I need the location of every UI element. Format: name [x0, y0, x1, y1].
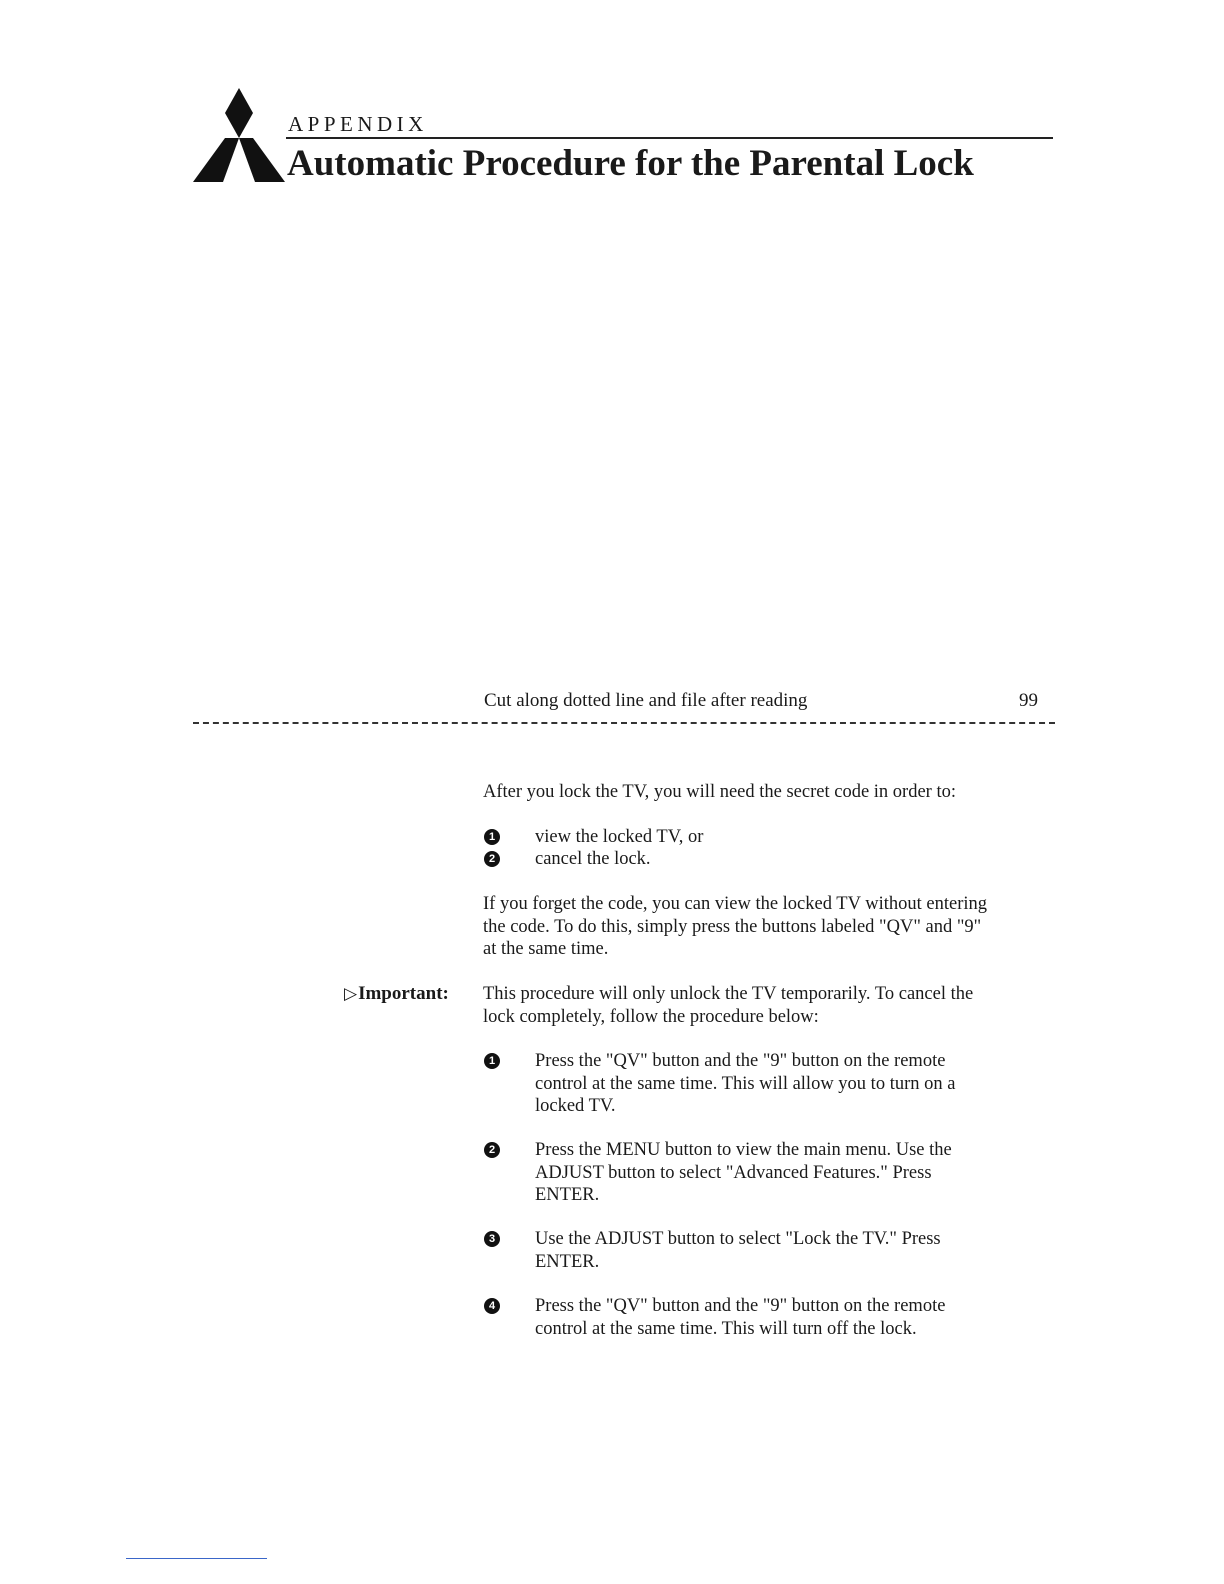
step-line: control at the same time. This will allow you to turn on a	[535, 1073, 956, 1094]
section-label: APPENDIX	[288, 112, 428, 136]
number-2-icon: 2	[484, 851, 500, 867]
important-label	[344, 983, 449, 1005]
important-paragraph	[483, 983, 1063, 1028]
paragraph-line: This procedure will only unlock the TV temporarily. To cancel the	[483, 984, 974, 1004]
step-4-text	[535, 1295, 1035, 1340]
footer-rule	[126, 1558, 267, 1559]
step-line: locked TV.	[535, 1096, 616, 1116]
step-2-number-icon: 2	[484, 1142, 500, 1158]
page-number: 99	[1019, 690, 1038, 711]
brand-logo-icon	[193, 88, 285, 182]
step-2-text	[535, 1139, 1035, 1207]
need-item: cancel the lock.	[535, 849, 651, 869]
triangle-pointer-icon: ▷	[344, 984, 358, 1003]
number-1-icon: 1	[484, 829, 500, 845]
step-line: ADJUST button to select "Advanced Features." Press	[535, 1162, 932, 1183]
step-1-number-icon: 1	[484, 1053, 500, 1069]
step-line: control at the same time. This will turn off the lock.	[535, 1318, 917, 1339]
paragraph-line: lock completely, follow the procedure below:	[483, 1006, 819, 1027]
paragraph-line: at the same time.	[483, 939, 609, 959]
paragraph-line: the code. To do this, simply press the buttons labeled "QV" and "9"	[483, 916, 982, 937]
cut-line-instruction: Cut along dotted line and file after reading	[484, 690, 808, 711]
step-1-text	[535, 1050, 1035, 1118]
page-title: Automatic Procedure for the Parental Lock	[287, 143, 974, 184]
dotted-cut-line	[193, 722, 1055, 724]
step-line: ENTER.	[535, 1185, 600, 1205]
step-3-text	[535, 1228, 1035, 1273]
need-item: view the locked TV, or	[535, 827, 704, 847]
step-line: ENTER.	[535, 1251, 600, 1272]
intro-text: After you lock the TV, you will need the secret code in order to:	[483, 782, 956, 802]
step-3-number-icon: 3	[484, 1231, 500, 1247]
header-rule	[286, 137, 1053, 139]
step-line: Press the MENU button to view the main menu. Use the	[535, 1140, 952, 1160]
important-label-text: Important:	[358, 983, 449, 1004]
forget-code-paragraph	[483, 893, 1063, 961]
step-4-number-icon: 4	[484, 1298, 500, 1314]
step-line: Use the ADJUST button to select "Lock the TV." Press	[535, 1229, 941, 1249]
step-line: Press the "QV" button and the "9" button on the remote	[535, 1051, 946, 1071]
step-line: Press the "QV" button and the "9" button on the remote	[535, 1296, 946, 1316]
paragraph-line: If you forget the code, you can view the locked TV without entering	[483, 894, 987, 914]
